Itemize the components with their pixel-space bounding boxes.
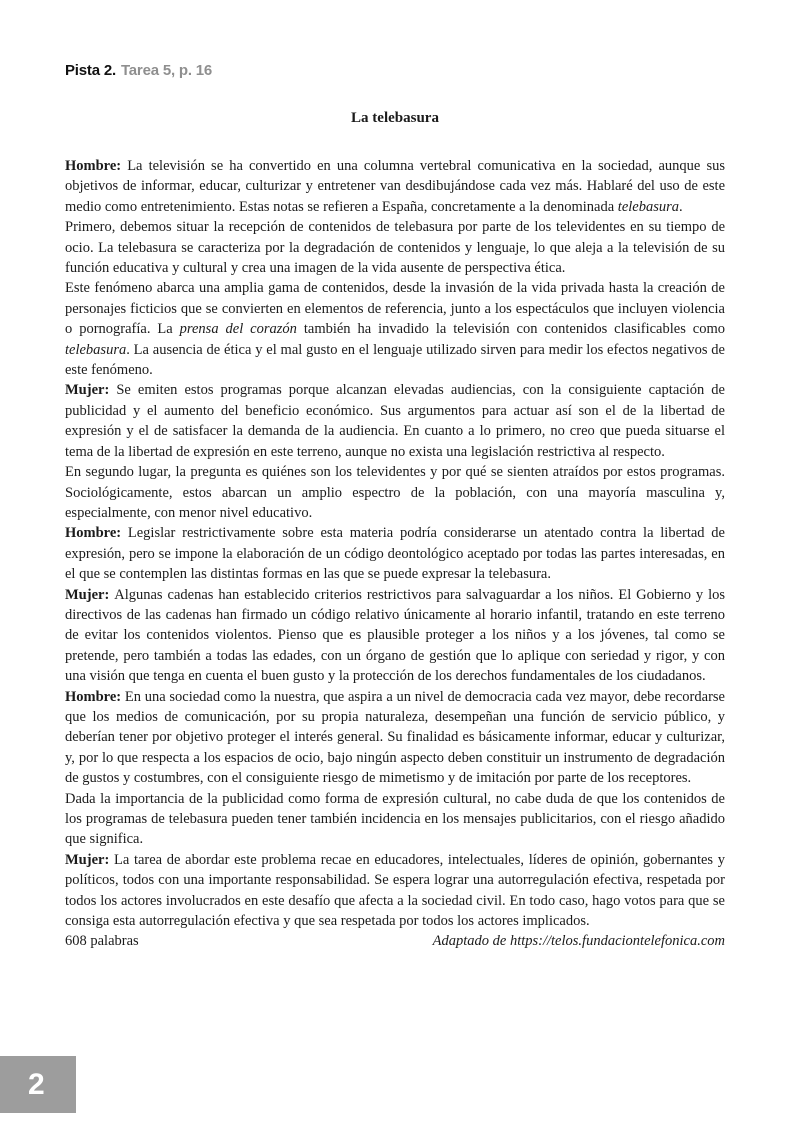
paragraph [65,156,725,217]
paragraph [65,217,725,278]
italic-term: telebasura [617,198,680,215]
page-number: 2 [28,1067,45,1101]
paragraph [65,850,725,932]
italic-term: telebasura [65,341,127,358]
text-segment: En segundo lugar, la pregunta es quiénes son los televidentes y por qué se sienten atraídos por estos programas. Sociológicamente, estos abarcan un amplio espectro de la población, con una mayoría masculina y, especialmente, con menor nivel educativo. [65,464,725,521]
text-segment: La televisión se ha convertido en una columna vertebral comunicativa en la sociedad, aunque sus objetivos de informar, educar, culturizar y entretener van desdibujándose cada vez más. Hablaré del uso de este medio como entretenimiento. Estas notas se refieren a España, concretamente a la denominada [65,158,725,215]
text-segment: En una sociedad como la nuestra, que aspira a un nivel de democracia cada vez mayor, debe recordarse que los medios de comunicación, por su propia naturaleza, desempeñan una función de servicio público, y deberían tener por objetivo proteger el interés general. Su finalidad es básicamente informar, educar y culturizar, y, por lo que respecta a los espacios de ocio, bajo ningún aspecto deben constituir un instrumento de degradación de gustos y costumbres, con el consiguiente riesgo de mimetismo y de imitación por parte de los receptores. [65,688,725,787]
task-label: Tarea 5, p. 16 [120,62,213,79]
paragraph [65,585,725,687]
track-header [65,62,212,79]
paragraph [65,278,725,380]
page-number-badge [0,1056,76,1113]
text-segment: Algunas cadenas han establecido criterios restrictivos para salvaguardar a los niños. El Gobierno y los directivos de las cadenas han firmado un código relativo únicamente al horario infantil, tratando en este terreno de evitar los contenidos violentos. Pienso que es plausible proteger a los niños y a los jóvenes, tal como se pretende, pero también a todas las edades, con un órgano de gestión que lo aplique con seriedad y rigor, y con una visión que tenga en cuenta el buen gusto y la protección de los derechos fundamentales de los ciudadanos. [65,586,726,685]
text-segment: Se emiten estos programas porque alcanzan elevadas audiencias, con la consiguiente captación de publicidad y el aumento del beneficio económico. Sus argumentos para actuar así son el de la libertad de expresión y el de satisfacer la demanda de la audiencia. En cuanto a lo primero, no creo que pueda situarse el tema de la libertad de expresión en este terreno, aunque no exista una legislación restrictiva al respecto. [65,382,725,460]
document-title: La telebasura [351,110,439,126]
track-label: Pista 2. [65,62,116,79]
speaker-label: Mujer: [65,382,117,399]
text-segment: . La ausencia de ética y el mal gusto en el lenguaje utilizado sirven para medir los efectos negativos de este fenómeno. [65,341,725,379]
text-segment: también ha invadido la televisión con contenidos clasificables como [296,321,726,338]
text-segment: La tarea de abordar este problema recae en educadores, intelectuales, líderes de opinión, gobernantes y políticos, todos con una importante responsabilidad. Se espera lograr una autorregulación efectiva, respetada por todos los actores involucrados en este desafío que afecta a la sociedad civil. En todo caso, hago votos para que se consiga esta autorregulación efectiva y que sea respetada por todos los actores implicados. [65,851,725,930]
body-text [65,156,725,952]
text-segment: Dada la importancia de la publicidad como forma de expresión cultural, no cabe duda de que los contenidos de los programas de telebasura pueden tener también incidencia en los mensajes publicitarios, con el riesgo añadido que significa. [65,790,725,848]
paragraph [65,462,725,523]
paragraph [65,789,725,850]
speaker-label: Mujer: [65,851,114,868]
paragraph [65,380,725,462]
speaker-label: Hombre: [65,525,128,542]
speaker-label: Hombre: [65,688,125,705]
paragraph [65,687,725,789]
paragraph [65,523,725,584]
speaker-label: Hombre: [65,158,128,174]
text-segment: Primero, debemos situar la recepción de contenidos de telebasura por parte de los televidentes en su tiempo de ocio. La telebasura se caracteriza por la degradación de contenidos y lenguaje, lo que aleja a la televisión de su función educativa y cultural y crea una imagen de la vida ausente de perspectiva ética. [65,219,725,277]
speaker-label: Mujer: [65,586,115,603]
source-attribution: Adaptado de https://telos.fundaciontelefonica.com [432,933,725,950]
text-segment: . [679,198,683,215]
text-segment: Legislar restrictivamente sobre esta materia podría considerarse un atentado contra la libertad de expresión, pero se impone la elaboración de un código deontológico aceptado por todas las partes interesadas, en el que se contemplen las distintas formas en las que se puede expresar la telebasura. [65,525,725,583]
italic-term: prensa del corazón [179,321,297,338]
text-segment: Este fenómeno abarca una amplia gama de contenidos, desde la invasión de la vida privada hasta la creación de personajes ficticios que se convierten en elementos de referencia, junto a los espectáculos que incluyen violencia o pornografía. La [65,280,725,338]
word-count: 608 palabras [65,933,139,950]
footer [65,931,725,951]
